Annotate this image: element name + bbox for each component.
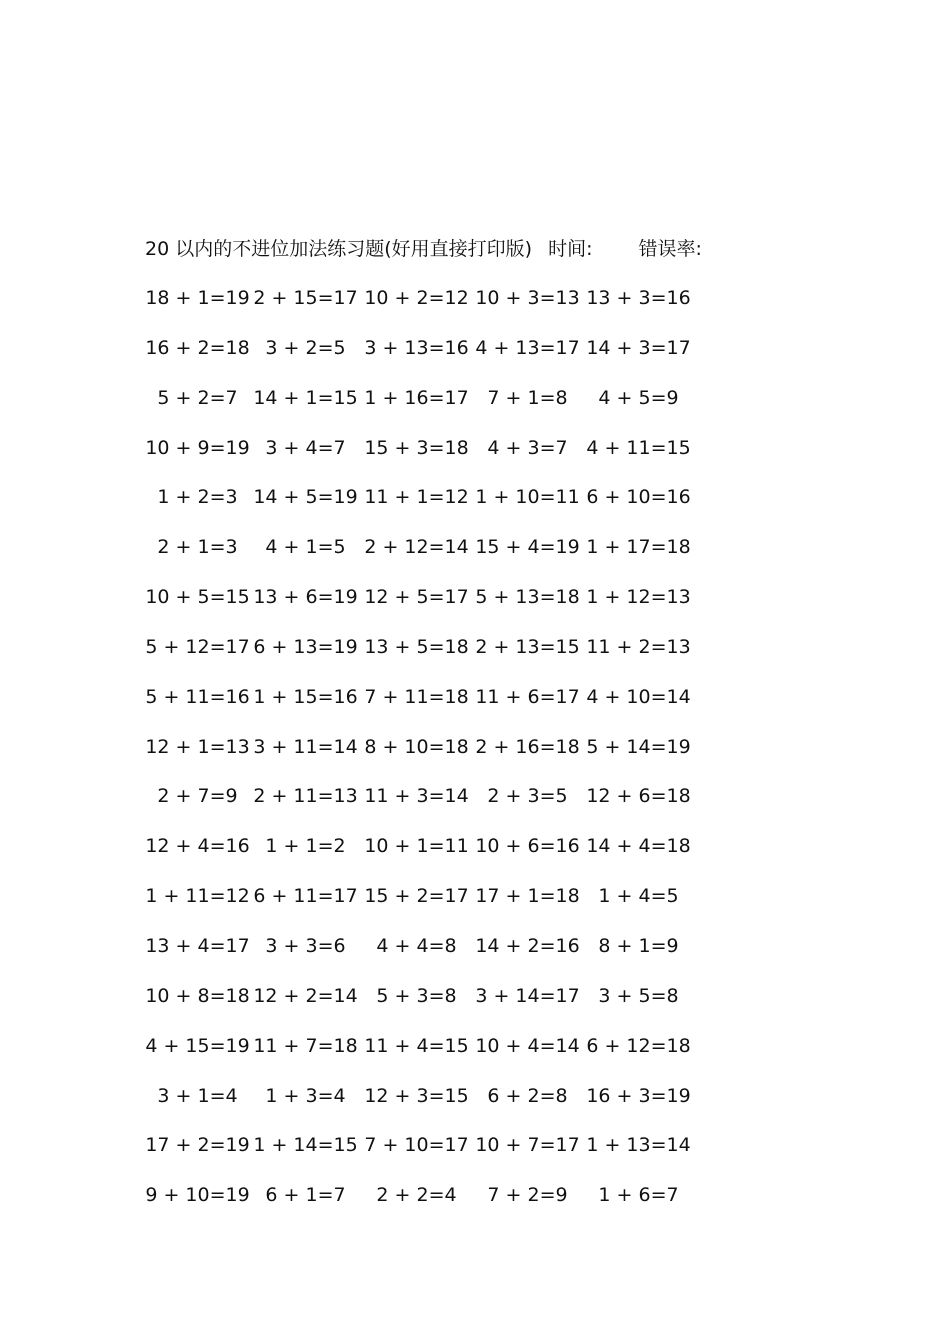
- problem-item: 4 + 15=19: [145, 1034, 250, 1057]
- problem-item: 11 + 2=13: [586, 635, 691, 658]
- problem-item: 4 + 4=8: [376, 934, 457, 957]
- time-label: 时间:: [548, 238, 593, 260]
- problem-item: 12 + 2=14: [253, 984, 358, 1007]
- problem-item: 1 + 10=11: [475, 486, 580, 509]
- problem-item: 4 + 3=7: [487, 436, 568, 459]
- problem-item: 3 + 3=6: [265, 934, 346, 957]
- problem-item: 10 + 7=17: [475, 1134, 580, 1157]
- problem-item: 1 + 6=7: [598, 1184, 679, 1207]
- problem-item: 11 + 3=14: [364, 785, 469, 808]
- problem-item: 1 + 16=17: [364, 386, 469, 409]
- problem-row: [145, 534, 705, 584]
- problem-item: 1 + 11=12: [145, 885, 250, 908]
- problem-item: 6 + 10=16: [586, 486, 691, 509]
- problem-item: 11 + 6=17: [475, 685, 580, 708]
- problem-item: 6 + 2=8: [487, 1084, 568, 1107]
- problem-row: [145, 883, 705, 933]
- problem-item: 18 + 1=19: [145, 287, 250, 309]
- problem-item: 7 + 11=18: [364, 685, 469, 708]
- problem-item: 1 + 1=2: [265, 835, 346, 858]
- problem-item: 6 + 12=18: [586, 1034, 691, 1057]
- problem-item: 5 + 13=18: [475, 586, 580, 609]
- problem-item: 1 + 12=13: [586, 586, 691, 609]
- problem-item: 7 + 2=9: [487, 1184, 568, 1207]
- problem-row: [145, 684, 705, 734]
- worksheet-title: 20 以内的不进位加法练习题(好用直接打印版): [145, 238, 533, 260]
- problem-item: 16 + 2=18: [145, 336, 250, 359]
- problem-item: 12 + 3=15: [364, 1084, 469, 1107]
- problem-item: 4 + 11=15: [586, 436, 691, 459]
- problem-item: 1 + 15=16: [253, 685, 358, 708]
- problem-item: 9 + 10=19: [145, 1184, 250, 1207]
- problem-item: 3 + 1=4: [157, 1084, 238, 1107]
- problem-item: 12 + 5=17: [364, 586, 469, 609]
- problem-row: [145, 1083, 705, 1133]
- problem-row: [145, 584, 705, 634]
- problem-item: 1 + 4=5: [598, 885, 679, 908]
- problem-item: 3 + 5=8: [598, 984, 679, 1007]
- problem-item: 13 + 5=18: [364, 635, 469, 658]
- problem-item: 15 + 3=18: [364, 436, 469, 459]
- problem-item: 3 + 11=14: [253, 735, 358, 758]
- problem-item: 3 + 2=5: [265, 336, 346, 359]
- problem-item: 7 + 1=8: [487, 386, 568, 409]
- problem-item: 10 + 4=14: [475, 1034, 580, 1057]
- problem-item: 13 + 4=17: [145, 934, 250, 957]
- problem-item: 6 + 1=7: [265, 1184, 346, 1207]
- problem-item: 17 + 1=18: [475, 885, 580, 908]
- problem-grid: [145, 285, 705, 1232]
- problem-item: 1 + 14=15: [253, 1134, 358, 1157]
- problem-item: 2 + 11=13: [253, 785, 358, 808]
- problem-row: [145, 634, 705, 684]
- problem-item: 14 + 3=17: [586, 336, 691, 359]
- problem-item: 2 + 12=14: [364, 536, 469, 559]
- problem-item: 10 + 1=11: [364, 835, 469, 858]
- problem-item: 10 + 5=15: [145, 586, 250, 609]
- problem-item: 2 + 7=9: [157, 785, 238, 808]
- problem-item: 11 + 4=15: [364, 1034, 469, 1057]
- problem-item: 1 + 3=4: [265, 1084, 346, 1107]
- problem-row: [145, 933, 705, 983]
- problem-item: 10 + 8=18: [145, 984, 250, 1007]
- problem-item: 6 + 11=17: [253, 885, 358, 908]
- problem-item: 2 + 13=15: [475, 635, 580, 658]
- problem-row: [145, 435, 705, 485]
- problem-item: 17 + 2=19: [145, 1134, 250, 1157]
- problem-item: 10 + 3=13: [475, 287, 580, 309]
- problem-item: 1 + 13=14: [586, 1134, 691, 1157]
- problem-item: 1 + 2=3: [157, 486, 238, 509]
- problem-item: 11 + 7=18: [253, 1034, 358, 1057]
- problem-item: 2 + 1=3: [157, 536, 238, 559]
- problem-row: [145, 1033, 705, 1083]
- problem-row: [145, 1182, 705, 1232]
- problem-row: [145, 1132, 705, 1182]
- problem-item: 4 + 13=17: [475, 336, 580, 359]
- problem-item: 12 + 6=18: [586, 785, 691, 808]
- problem-item: 15 + 2=17: [364, 885, 469, 908]
- problem-row: [145, 285, 705, 335]
- problem-row: [145, 484, 705, 534]
- problem-row: [145, 983, 705, 1033]
- problem-item: 15 + 4=19: [475, 536, 580, 559]
- problem-item: 1 + 17=18: [586, 536, 691, 559]
- problem-item: 10 + 6=16: [475, 835, 580, 858]
- worksheet-header: [145, 236, 702, 262]
- problem-item: 3 + 13=16: [364, 336, 469, 359]
- problem-item: 2 + 3=5: [487, 785, 568, 808]
- problem-item: 14 + 2=16: [475, 934, 580, 957]
- problem-item: 14 + 5=19: [253, 486, 358, 509]
- problem-item: 2 + 15=17: [253, 287, 358, 309]
- problem-item: 10 + 9=19: [145, 436, 250, 459]
- problem-item: 13 + 6=19: [253, 586, 358, 609]
- problem-item: 6 + 13=19: [253, 635, 358, 658]
- problem-item: 3 + 14=17: [475, 984, 580, 1007]
- problem-item: 8 + 10=18: [364, 735, 469, 758]
- problem-item: 4 + 1=5: [265, 536, 346, 559]
- problem-row: [145, 335, 705, 385]
- problem-row: [145, 833, 705, 883]
- problem-item: 14 + 4=18: [586, 835, 691, 858]
- problem-item: 16 + 3=19: [586, 1084, 691, 1107]
- problem-item: 2 + 2=4: [376, 1184, 457, 1207]
- problem-item: 14 + 1=15: [253, 386, 358, 409]
- problem-item: 12 + 4=16: [145, 835, 250, 858]
- problem-item: 13 + 3=16: [586, 287, 691, 309]
- problem-item: 5 + 2=7: [157, 386, 238, 409]
- problem-item: 3 + 4=7: [265, 436, 346, 459]
- problem-item: 10 + 2=12: [364, 287, 469, 309]
- problem-item: 8 + 1=9: [598, 934, 679, 957]
- problem-item: 11 + 1=12: [364, 486, 469, 509]
- problem-item: 12 + 1=13: [145, 735, 250, 758]
- problem-item: 7 + 10=17: [364, 1134, 469, 1157]
- problem-item: 5 + 11=16: [145, 685, 250, 708]
- problem-row: [145, 734, 705, 784]
- problem-row: [145, 385, 705, 435]
- problem-item: 4 + 10=14: [586, 685, 691, 708]
- problem-item: 5 + 3=8: [376, 984, 457, 1007]
- problem-item: 5 + 12=17: [145, 635, 250, 658]
- problem-item: 4 + 5=9: [598, 386, 679, 409]
- problem-item: 5 + 14=19: [586, 735, 691, 758]
- error-rate-label: 错误率:: [638, 238, 702, 260]
- problem-item: 2 + 16=18: [475, 735, 580, 758]
- problem-row: [145, 783, 705, 833]
